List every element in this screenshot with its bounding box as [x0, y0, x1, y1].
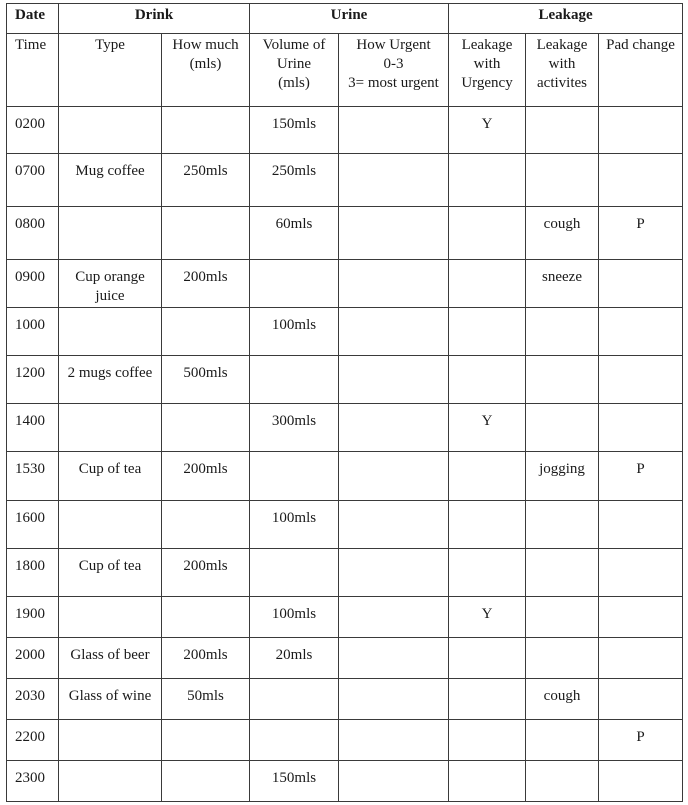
cell-drink-type: [59, 207, 162, 260]
cell-time: 1800: [7, 548, 59, 596]
table-row: [7, 500, 683, 548]
cell-pad-change: [599, 404, 683, 452]
cell-urgency: [339, 500, 449, 548]
cell-drink-type: [59, 596, 162, 637]
cell-time: 2000: [7, 637, 59, 678]
cell-leak-activity: [526, 637, 599, 678]
cell-leak-activity: [526, 596, 599, 637]
cell-time: 2030: [7, 678, 59, 719]
cell-leak-activity: sneeze: [526, 260, 599, 308]
sub-header-row: [7, 34, 683, 107]
cell-drink-amount: 50mls: [162, 678, 250, 719]
cell-leak-activity: [526, 500, 599, 548]
cell-leak-urgency: [449, 678, 526, 719]
table-row: [7, 356, 683, 404]
cell-urine-volume: [250, 356, 339, 404]
subheader-leak-activities: Leakage with activites: [526, 34, 599, 107]
cell-drink-amount: [162, 308, 250, 356]
cell-urine-volume: 100mls: [250, 308, 339, 356]
cell-leak-urgency: [449, 637, 526, 678]
cell-urgency: [339, 356, 449, 404]
subheader-pad-change: Pad change: [599, 34, 683, 107]
cell-time: 1900: [7, 596, 59, 637]
cell-time: 0700: [7, 154, 59, 207]
cell-urine-volume: [250, 452, 339, 500]
cell-pad-change: [599, 678, 683, 719]
cell-drink-amount: [162, 719, 250, 760]
table-row: [7, 308, 683, 356]
cell-leak-urgency: Y: [449, 404, 526, 452]
cell-time: 2300: [7, 760, 59, 801]
cell-drink-type: Mug coffee: [59, 154, 162, 207]
cell-urine-volume: 150mls: [250, 760, 339, 801]
cell-leak-activity: [526, 308, 599, 356]
cell-drink-type: Cup orange juice: [59, 260, 162, 308]
cell-urine-volume: 100mls: [250, 596, 339, 637]
cell-urgency: [339, 404, 449, 452]
cell-drink-amount: [162, 207, 250, 260]
cell-leak-urgency: Y: [449, 107, 526, 154]
cell-leak-activity: [526, 548, 599, 596]
cell-leak-urgency: [449, 260, 526, 308]
header-date: Date: [7, 4, 59, 34]
cell-urgency: [339, 154, 449, 207]
cell-urine-volume: 300mls: [250, 404, 339, 452]
cell-leak-urgency: [449, 548, 526, 596]
cell-urgency: [339, 637, 449, 678]
cell-pad-change: [599, 308, 683, 356]
cell-urine-volume: 60mls: [250, 207, 339, 260]
cell-drink-type: [59, 760, 162, 801]
cell-pad-change: [599, 548, 683, 596]
cell-urine-volume: 150mls: [250, 107, 339, 154]
cell-leak-activity: cough: [526, 207, 599, 260]
table-row: [7, 548, 683, 596]
table-row: [7, 596, 683, 637]
table-row: [7, 637, 683, 678]
cell-leak-urgency: [449, 719, 526, 760]
cell-leak-activity: [526, 107, 599, 154]
cell-time: 1530: [7, 452, 59, 500]
cell-pad-change: P: [599, 207, 683, 260]
header-urine: Urine: [250, 4, 449, 34]
cell-urine-volume: [250, 678, 339, 719]
cell-drink-type: [59, 500, 162, 548]
cell-drink-amount: [162, 760, 250, 801]
table-row: [7, 719, 683, 760]
cell-pad-change: [599, 637, 683, 678]
cell-urgency: [339, 207, 449, 260]
cell-time: 1400: [7, 404, 59, 452]
header-leakage: Leakage: [449, 4, 683, 34]
cell-drink-type: [59, 404, 162, 452]
cell-urgency: [339, 308, 449, 356]
bladder-diary-table: [6, 3, 683, 802]
cell-leak-urgency: [449, 452, 526, 500]
cell-leak-urgency: [449, 500, 526, 548]
cell-drink-type: [59, 719, 162, 760]
table-row: [7, 404, 683, 452]
cell-drink-type: [59, 107, 162, 154]
cell-pad-change: [599, 500, 683, 548]
cell-drink-amount: 200mls: [162, 260, 250, 308]
cell-urgency: [339, 548, 449, 596]
cell-drink-amount: [162, 500, 250, 548]
cell-leak-urgency: [449, 308, 526, 356]
cell-urine-volume: [250, 260, 339, 308]
group-header-row: [7, 4, 683, 34]
cell-leak-activity: jogging: [526, 452, 599, 500]
cell-urine-volume: 20mls: [250, 637, 339, 678]
cell-pad-change: [599, 760, 683, 801]
table-row: [7, 107, 683, 154]
subheader-type: Type: [59, 34, 162, 107]
cell-leak-urgency: [449, 154, 526, 207]
cell-urgency: [339, 678, 449, 719]
cell-leak-activity: [526, 356, 599, 404]
cell-pad-change: P: [599, 719, 683, 760]
subheader-volume: Volume of Urine (mls): [250, 34, 339, 107]
table-row: [7, 760, 683, 801]
cell-pad-change: [599, 260, 683, 308]
cell-leak-urgency: [449, 760, 526, 801]
cell-urgency: [339, 760, 449, 801]
cell-pad-change: [599, 596, 683, 637]
table-row: [7, 452, 683, 500]
cell-drink-amount: 200mls: [162, 452, 250, 500]
cell-leak-activity: [526, 404, 599, 452]
header-drink: Drink: [59, 4, 250, 34]
cell-time: 0900: [7, 260, 59, 308]
cell-drink-amount: [162, 596, 250, 637]
cell-leak-activity: [526, 760, 599, 801]
cell-drink-amount: [162, 404, 250, 452]
cell-leak-urgency: [449, 207, 526, 260]
cell-drink-amount: 200mls: [162, 548, 250, 596]
cell-urgency: [339, 260, 449, 308]
cell-drink-amount: 500mls: [162, 356, 250, 404]
cell-leak-activity: cough: [526, 678, 599, 719]
cell-pad-change: [599, 356, 683, 404]
cell-time: 0200: [7, 107, 59, 154]
cell-leak-urgency: Y: [449, 596, 526, 637]
cell-urine-volume: 250mls: [250, 154, 339, 207]
cell-leak-activity: [526, 154, 599, 207]
cell-urgency: [339, 719, 449, 760]
cell-time: 1000: [7, 308, 59, 356]
subheader-urgency: How Urgent 0-3 3= most urgent: [339, 34, 449, 107]
cell-leak-urgency: [449, 356, 526, 404]
cell-drink-type: Cup of tea: [59, 548, 162, 596]
cell-leak-activity: [526, 719, 599, 760]
cell-drink-amount: 250mls: [162, 154, 250, 207]
subheader-time: Time: [7, 34, 59, 107]
cell-drink-type: [59, 308, 162, 356]
table-row: [7, 154, 683, 207]
cell-time: 1200: [7, 356, 59, 404]
subheader-leak-urgency: Leakage with Urgency: [449, 34, 526, 107]
cell-urine-volume: [250, 548, 339, 596]
cell-time: 2200: [7, 719, 59, 760]
cell-urgency: [339, 107, 449, 154]
cell-urgency: [339, 452, 449, 500]
cell-urgency: [339, 596, 449, 637]
cell-pad-change: P: [599, 452, 683, 500]
cell-drink-type: Glass of wine: [59, 678, 162, 719]
cell-drink-amount: 200mls: [162, 637, 250, 678]
table-row: [7, 207, 683, 260]
table-row: [7, 260, 683, 308]
cell-drink-type: Cup of tea: [59, 452, 162, 500]
cell-time: 1600: [7, 500, 59, 548]
cell-urine-volume: 100mls: [250, 500, 339, 548]
subheader-how-much: How much (mls): [162, 34, 250, 107]
cell-urine-volume: [250, 719, 339, 760]
cell-drink-type: Glass of beer: [59, 637, 162, 678]
cell-pad-change: [599, 107, 683, 154]
cell-time: 0800: [7, 207, 59, 260]
cell-pad-change: [599, 154, 683, 207]
table-row: [7, 678, 683, 719]
cell-drink-type: 2 mugs coffee: [59, 356, 162, 404]
cell-drink-amount: [162, 107, 250, 154]
